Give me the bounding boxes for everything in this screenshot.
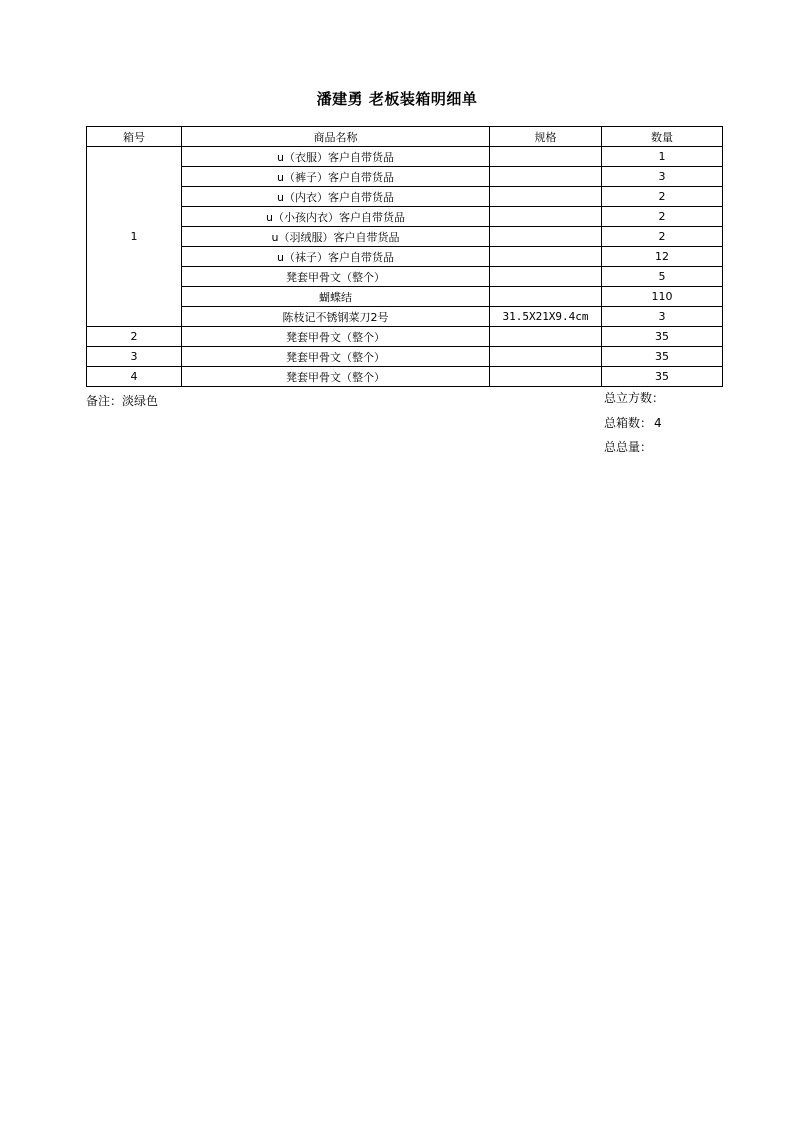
table-row bbox=[87, 367, 723, 387]
spec-cell bbox=[490, 367, 602, 387]
remark-note: 备注：淡绿色 bbox=[86, 394, 159, 408]
product-name-cell: u（羽绒服）客户自带货品 bbox=[182, 227, 490, 247]
table-row bbox=[87, 147, 723, 167]
spec-cell bbox=[490, 247, 602, 267]
quantity-cell: 2 bbox=[602, 207, 723, 227]
spec-cell bbox=[490, 267, 602, 287]
header-box-no: 箱号 bbox=[87, 127, 182, 147]
product-name-cell: 蝴蝶结 bbox=[182, 287, 490, 307]
header-product-name: 商品名称 bbox=[182, 127, 490, 147]
spec-cell bbox=[490, 207, 602, 227]
box-number-cell: 1 bbox=[87, 147, 182, 327]
product-name-cell: u（裤子）客户自带货品 bbox=[182, 167, 490, 187]
table-header-row bbox=[87, 127, 723, 147]
total-boxes bbox=[604, 414, 662, 431]
box-number-cell: 2 bbox=[87, 327, 182, 347]
table-row bbox=[87, 247, 723, 267]
quantity-cell: 110 bbox=[602, 287, 723, 307]
quantity-cell: 5 bbox=[602, 267, 723, 287]
header-quantity: 数量 bbox=[602, 127, 723, 147]
table-row bbox=[87, 347, 723, 367]
spec-cell bbox=[490, 147, 602, 167]
quantity-cell: 35 bbox=[602, 367, 723, 387]
total-boxes-label: 总箱数： bbox=[604, 416, 653, 430]
product-name-cell: 凳套甲骨文（整个） bbox=[182, 347, 490, 367]
product-name-cell: 凳套甲骨文（整个） bbox=[182, 327, 490, 347]
spec-cell bbox=[490, 327, 602, 347]
box-number-cell: 3 bbox=[87, 347, 182, 367]
box-number-cell: 4 bbox=[87, 367, 182, 387]
product-name-cell: u（袜子）客户自带货品 bbox=[182, 247, 490, 267]
quantity-cell: 3 bbox=[602, 307, 723, 327]
spec-cell bbox=[490, 167, 602, 187]
product-name-cell: u（衣服）客户自带货品 bbox=[182, 147, 490, 167]
quantity-cell: 2 bbox=[602, 187, 723, 207]
packing-list-table bbox=[86, 126, 723, 387]
document-title: 潘建勇 老板装箱明细单 bbox=[316, 90, 478, 108]
product-name-cell: 凳套甲骨文（整个） bbox=[182, 267, 490, 287]
quantity-cell: 3 bbox=[602, 167, 723, 187]
product-name-cell: u（内衣）客户自带货品 bbox=[182, 187, 490, 207]
quantity-cell: 35 bbox=[602, 347, 723, 367]
spec-cell bbox=[490, 227, 602, 247]
quantity-cell: 35 bbox=[602, 327, 723, 347]
total-weight-label: 总总量： bbox=[604, 440, 653, 454]
spec-cell: 31.5X21X9.4cm bbox=[490, 307, 602, 327]
quantity-cell: 2 bbox=[602, 227, 723, 247]
total-volume-label: 总立方数： bbox=[604, 391, 665, 405]
table-row bbox=[87, 327, 723, 347]
spec-cell bbox=[490, 287, 602, 307]
table-row bbox=[87, 207, 723, 227]
table-row bbox=[87, 187, 723, 207]
product-name-cell: u（小孩内衣）客户自带货品 bbox=[182, 207, 490, 227]
quantity-cell: 12 bbox=[602, 247, 723, 267]
total-boxes-value: 4 bbox=[654, 416, 662, 430]
total-weight bbox=[604, 438, 654, 455]
product-name-cell: 陈枝记不锈钢菜刀2号 bbox=[182, 307, 490, 327]
table-row bbox=[87, 307, 723, 327]
spec-cell bbox=[490, 347, 602, 367]
quantity-cell: 1 bbox=[602, 147, 723, 167]
spec-cell bbox=[490, 187, 602, 207]
header-spec: 规格 bbox=[490, 127, 602, 147]
table-row bbox=[87, 267, 723, 287]
total-volume bbox=[604, 389, 666, 406]
table-row bbox=[87, 227, 723, 247]
table-row bbox=[87, 167, 723, 187]
table-row bbox=[87, 287, 723, 307]
product-name-cell: 凳套甲骨文（整个） bbox=[182, 367, 490, 387]
